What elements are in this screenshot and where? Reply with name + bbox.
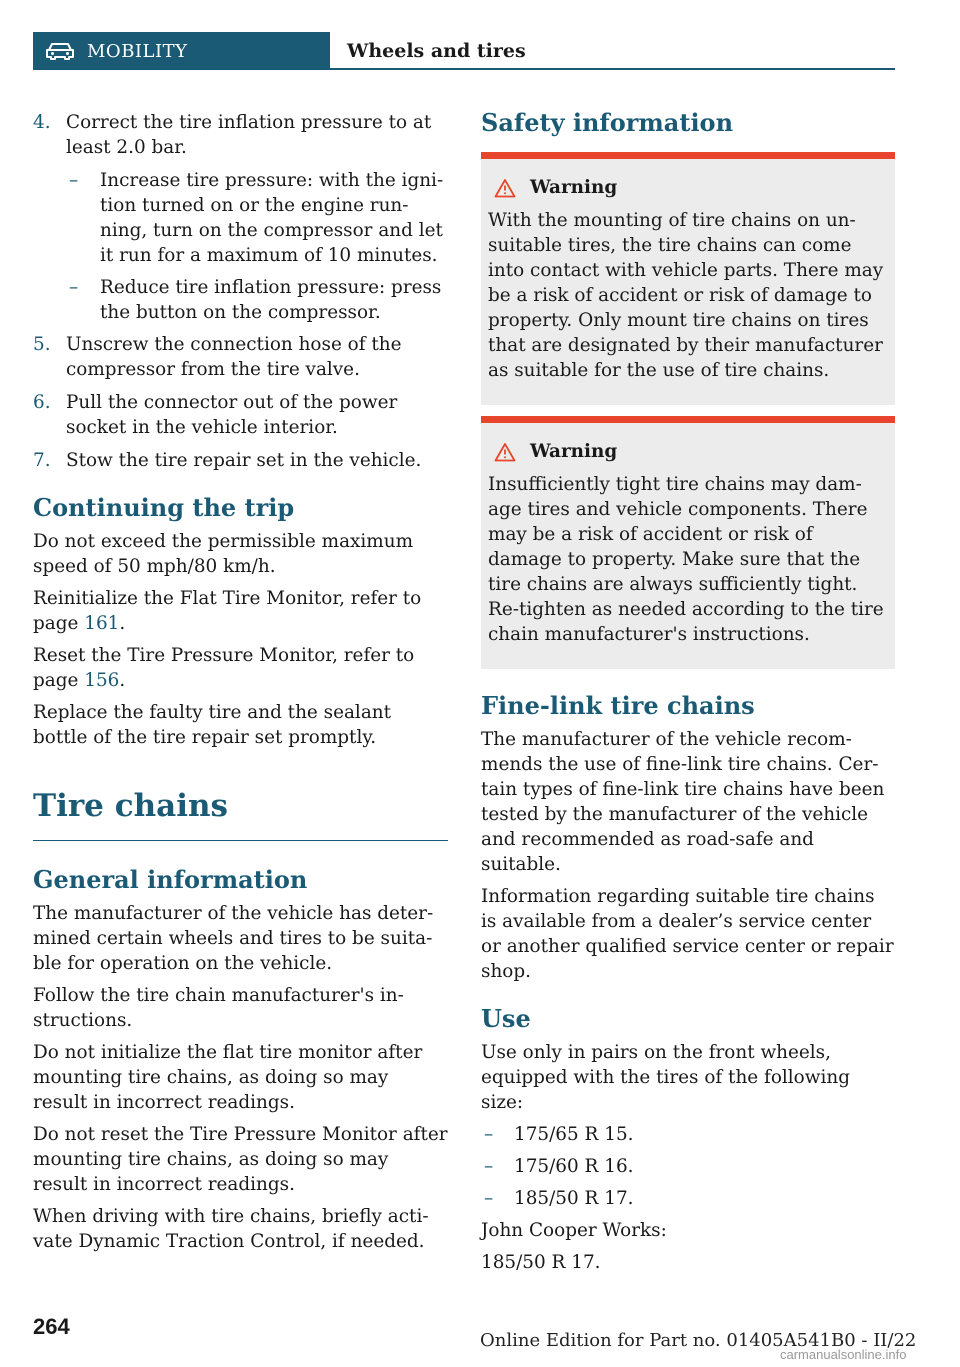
step-4 (33, 110, 448, 160)
section-divider (33, 840, 448, 841)
step-text: Stow the tire repair set in the vehicle. (66, 450, 422, 471)
tire-size-item (481, 1122, 895, 1147)
paragraph: 185/50 R 17. (481, 1252, 601, 1273)
car-icon (45, 41, 75, 61)
tire-size: 175/65 R 15. (514, 1124, 634, 1145)
paragraph: Do not exceed the permissible maximum speed of 50 mph/80 km/h. (33, 531, 414, 577)
page-number: 264 (33, 1314, 70, 1339)
warning-text: Insufficiently tight tire chains may damage tires and vehicle components. There may be a risk of accident or risk of damage to property. Make sure that the tire chains are always sufficiently tight. Re-tighten as needed according to the tire chain manufacturer's instructions. (488, 474, 884, 645)
substep (33, 275, 448, 325)
heading-fine-link-tire-chains: Fine-link tire chains (481, 691, 755, 720)
page-link-156[interactable]: 156 (84, 670, 120, 691)
dash-bullet: – (484, 1156, 494, 1177)
dash-bullet: – (69, 277, 79, 298)
paragraph: Use only in pairs on the front wheels, equipped with the tires of the following size: (481, 1042, 850, 1113)
section-tab (33, 32, 330, 70)
warning-box (481, 152, 895, 405)
paragraph: Do not initialize the flat tire monitor after mounting tire chains, as doing so may result in incorrect readings. (33, 1042, 423, 1113)
warning-triangle-icon (494, 178, 516, 198)
header-rule (330, 68, 895, 70)
step-7 (33, 448, 448, 473)
dash-bullet: – (484, 1188, 494, 1209)
substep-text: Reduce tire inflation pressure: press the button on the compressor. (100, 277, 442, 323)
dash-bullet: – (484, 1124, 494, 1145)
step-number: 4. (33, 112, 51, 133)
paragraph: John Cooper Works: (481, 1220, 667, 1241)
heading-continuing-trip: Continuing the trip (33, 493, 295, 522)
warning-triangle-icon (494, 442, 516, 462)
page-header (33, 32, 895, 70)
tire-size: 185/50 R 17. (514, 1188, 634, 1209)
warning-label: Warning (530, 177, 618, 198)
paragraph-text: Reset the Tire Pressure Monitor, refer to page (33, 645, 415, 691)
paragraph-text: Reinitialize the Flat Tire Monitor, refer to page (33, 588, 422, 634)
warning-header (488, 439, 888, 464)
tire-size: 175/60 R 16. (514, 1156, 634, 1177)
heading-tire-chains: Tire chains (33, 788, 228, 824)
paragraph: Replace the faulty tire and the sealant bottle of the tire repair set promptly. (33, 702, 392, 748)
edition-note: Online Edition for Part no. 01405A541B0 - II/22 (480, 1330, 917, 1351)
step-6 (33, 390, 448, 440)
step-text: Unscrew the connection hose of the compressor from the tire valve. (66, 334, 402, 380)
paragraph: Reset the Tire Pressure Monitor, refer to page 156. (33, 645, 415, 691)
warning-box (481, 416, 895, 669)
substep-text: Increase tire pressure: with the ignition turned on or the engine running, turn on the compressor and let it run for a maximum of 10 minutes. (100, 170, 444, 266)
heading-safety-information: Safety information (481, 108, 734, 137)
paragraph: Reinitialize the Flat Tire Monitor, refer to page 161. (33, 588, 422, 634)
heading-use: Use (481, 1004, 531, 1033)
warning-label: Warning (530, 441, 618, 462)
page-link-161[interactable]: 161 (84, 613, 120, 634)
step-number: 6. (33, 392, 51, 413)
step-text: Correct the tire inflation pressure to at least 2.0 bar. (66, 112, 432, 158)
warning-header (488, 175, 888, 200)
paragraph: Follow the tire chain manufacturer's instructions. (33, 985, 404, 1031)
warning-text: With the mounting of tire chains on unsuitable tires, the tire chains can come into contact with vehicle parts. There may be a risk of accident or risk of damage to property. Only mount tire chains on tires that are designated by their manufacturer as suitable for the use of tire chains. (488, 210, 884, 381)
tire-size-item (481, 1154, 895, 1179)
step-5 (33, 332, 448, 382)
dash-bullet: – (69, 170, 79, 191)
paragraph: When driving with tire chains, briefly activate Dynamic Traction Control, if needed. (33, 1206, 429, 1252)
section-name: MOBILITY (87, 40, 188, 62)
step-text: Pull the connector out of the power socket in the vehicle interior. (66, 392, 398, 438)
watermark: carmanualsonline.info (780, 1347, 907, 1362)
left-column (33, 110, 448, 1261)
paragraph: The manufacturer of the vehicle recommends the use of fine-link tire chains. Certain types of fine-link tire chains have been tested by the manufacturer of the vehicle and recommended as road-safe and suitable. (481, 729, 885, 875)
step-number: 7. (33, 450, 51, 471)
chapter-title: Wheels and tires (347, 40, 526, 62)
paragraph: Do not reset the Tire Pressure Monitor after mounting tire chains, as doing so may result in incorrect readings. (33, 1124, 448, 1195)
paragraph: The manufacturer of the vehicle has determined certain wheels and tires to be suitable for operation on the vehicle. (33, 903, 434, 974)
tire-size-item (481, 1186, 895, 1211)
heading-general-information: General information (33, 865, 308, 894)
right-column (481, 108, 895, 1282)
substep (33, 168, 448, 268)
step-number: 5. (33, 334, 51, 355)
paragraph: Information regarding suitable tire chains is available from a dealer’s service center or another qualified service center or repair shop. (481, 886, 894, 982)
